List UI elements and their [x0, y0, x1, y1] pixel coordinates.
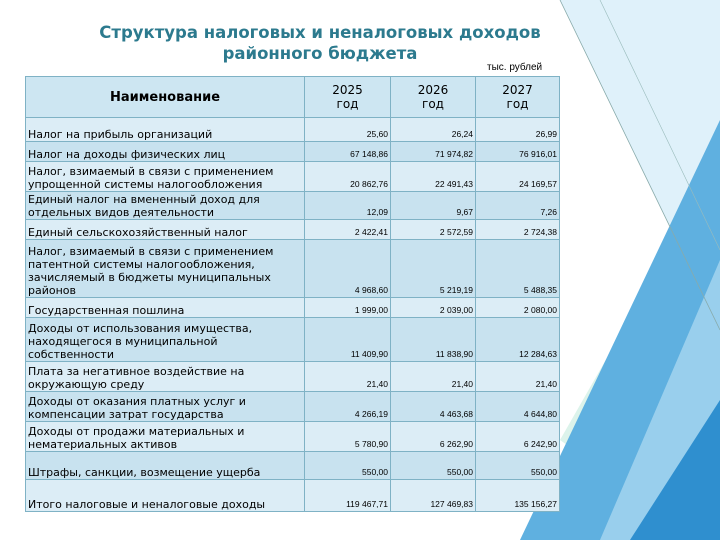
value-2027-cell: 6 242,90: [476, 422, 560, 452]
column-header-2025: 2025 год: [305, 77, 391, 118]
value-2026-cell: 71 974,82: [391, 142, 476, 162]
table-row: [26, 362, 560, 392]
value-2026-cell: 11 838,90: [391, 318, 476, 362]
value-2025-cell: 119 467,71: [305, 480, 391, 512]
value-2026-cell: 21,40: [391, 362, 476, 392]
row-name-cell: Итого налоговые и неналоговые доходы: [26, 480, 305, 512]
table-row: [26, 392, 560, 422]
value-2027-cell: 135 156,27: [476, 480, 560, 512]
value-2026-cell: 4 463,68: [391, 392, 476, 422]
table-row: [26, 220, 560, 240]
value-2027-cell: 76 916,01: [476, 142, 560, 162]
value-2027-cell: 5 488,35: [476, 240, 560, 298]
value-2027-cell: 21,40: [476, 362, 560, 392]
row-name-cell: Налог, взимаемый в связи с применением патентной системы налогообложения, зачисляемый в бюджеты муниципальных районов: [26, 240, 305, 298]
value-2025-cell: 5 780,90: [305, 422, 391, 452]
table-body: [26, 118, 560, 512]
value-2025-cell: 550,00: [305, 452, 391, 480]
value-2025-cell: 67 148,86: [305, 142, 391, 162]
table-row: [26, 452, 560, 480]
value-2027-cell: 2 724,38: [476, 220, 560, 240]
value-2025-cell: 2 422,41: [305, 220, 391, 240]
revenue-table: [25, 76, 560, 512]
table-row: [26, 240, 560, 298]
column-header-2027: 2027 год: [476, 77, 560, 118]
title-line-1: Структура налоговых и неналоговых доходов: [99, 23, 541, 42]
table-row: [26, 480, 560, 512]
row-name-cell: Единый сельскохозяйственный налог: [26, 220, 305, 240]
table-row: [26, 298, 560, 318]
value-2027-cell: 26,99: [476, 118, 560, 142]
value-2025-cell: 4 968,60: [305, 240, 391, 298]
value-2026-cell: 550,00: [391, 452, 476, 480]
value-2025-cell: 11 409,90: [305, 318, 391, 362]
value-2025-cell: 4 266,19: [305, 392, 391, 422]
value-2027-cell: 2 080,00: [476, 298, 560, 318]
value-2025-cell: 21,40: [305, 362, 391, 392]
row-name-cell: Доходы от использования имущества, находящегося в муниципальной собственности: [26, 318, 305, 362]
value-2027-cell: 24 169,57: [476, 162, 560, 192]
column-header-name: Наименование: [26, 77, 305, 118]
row-name-cell: Доходы от продажи материальных и нематериальных активов: [26, 422, 305, 452]
value-2026-cell: 9,67: [391, 192, 476, 220]
value-2027-cell: 550,00: [476, 452, 560, 480]
title-line-2: районного бюджета: [222, 44, 418, 63]
value-2025-cell: 1 999,00: [305, 298, 391, 318]
value-2026-cell: 5 219,19: [391, 240, 476, 298]
value-2026-cell: 6 262,90: [391, 422, 476, 452]
table-row: [26, 192, 560, 220]
table-row: [26, 318, 560, 362]
table-row: [26, 118, 560, 142]
value-2026-cell: 2 572,59: [391, 220, 476, 240]
unit-label: тыс. рублей: [487, 62, 543, 73]
table-row: [26, 422, 560, 452]
table-header-row: [26, 77, 560, 118]
row-name-cell: Штрафы, санкции, возмещение ущерба: [26, 452, 305, 480]
value-2027-cell: 7,26: [476, 192, 560, 220]
value-2025-cell: 12,09: [305, 192, 391, 220]
page-title: [90, 22, 550, 64]
row-name-cell: Государственная пошлина: [26, 298, 305, 318]
table-row: [26, 162, 560, 192]
value-2026-cell: 26,24: [391, 118, 476, 142]
row-name-cell: Налог, взимаемый в связи с применением упрощенной системы налогообложения: [26, 162, 305, 192]
value-2025-cell: 25,60: [305, 118, 391, 142]
column-header-2026: 2026 год: [391, 77, 476, 118]
row-name-cell: Налог на доходы физических лиц: [26, 142, 305, 162]
value-2026-cell: 22 491,43: [391, 162, 476, 192]
value-2026-cell: 127 469,83: [391, 480, 476, 512]
value-2025-cell: 20 862,76: [305, 162, 391, 192]
row-name-cell: Единый налог на вмененный доход для отдельных видов деятельности: [26, 192, 305, 220]
row-name-cell: Плата за негативное воздействие на окружающую среду: [26, 362, 305, 392]
row-name-cell: Доходы от оказания платных услуг и компенсации затрат государства: [26, 392, 305, 422]
row-name-cell: Налог на прибыль организаций: [26, 118, 305, 142]
value-2026-cell: 2 039,00: [391, 298, 476, 318]
value-2027-cell: 12 284,63: [476, 318, 560, 362]
table-row: [26, 142, 560, 162]
value-2027-cell: 4 644,80: [476, 392, 560, 422]
